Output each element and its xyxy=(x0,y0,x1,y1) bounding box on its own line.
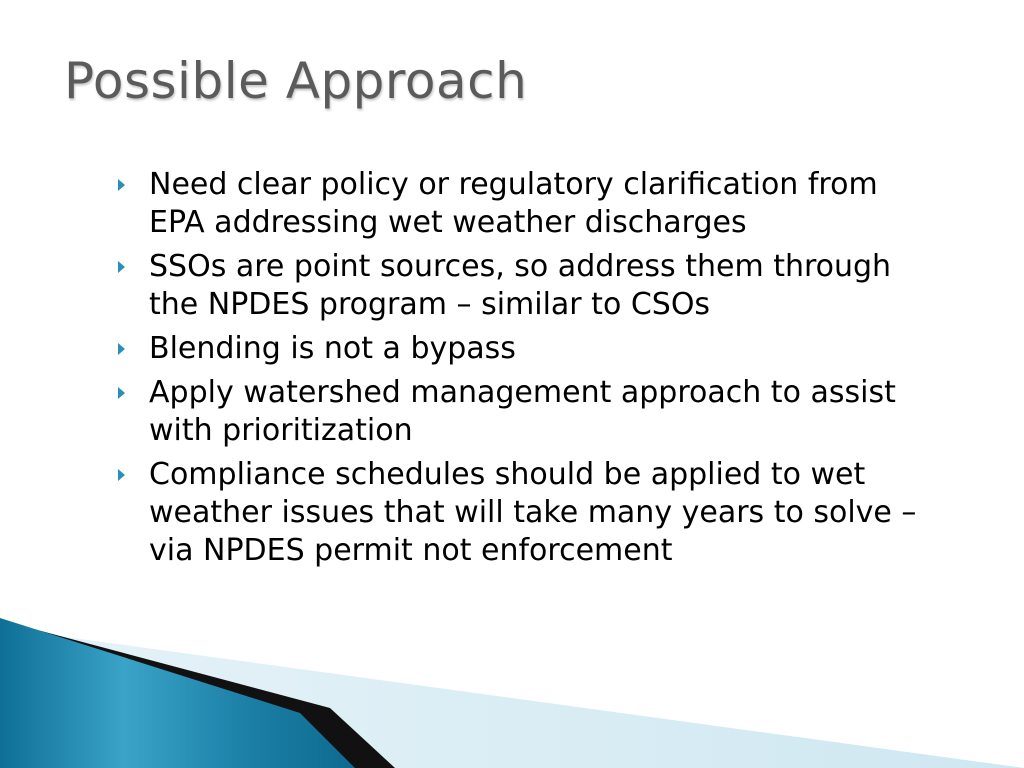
bullet-text: SSOs are point sources, so address them through the NPDES program – similar to CSOs xyxy=(149,249,892,322)
triangle-right-icon xyxy=(118,469,125,481)
bullet-list xyxy=(118,166,918,576)
slide-title: Possible Approach xyxy=(64,52,528,110)
bullet-item xyxy=(118,374,918,450)
triangle-right-icon xyxy=(118,387,125,399)
corner-swoosh-decoration xyxy=(0,618,1024,768)
bullet-text: Need clear policy or regulatory clarification from EPA addressing wet weather discharges xyxy=(149,167,878,240)
triangle-right-icon xyxy=(118,179,125,191)
bullet-text: Apply watershed management approach to assist with prioritization xyxy=(149,375,896,448)
triangle-right-icon xyxy=(118,343,125,355)
bullet-item xyxy=(118,456,918,570)
bullet-item xyxy=(118,166,918,242)
bullet-item xyxy=(118,330,918,368)
triangle-right-icon xyxy=(118,261,125,273)
bullet-item xyxy=(118,248,918,324)
bullet-text: Blending is not a bypass xyxy=(149,331,516,366)
bullet-text: Compliance schedules should be applied to wet weather issues that will take many years to solve – via NPDES permit not enforcement xyxy=(149,457,917,568)
